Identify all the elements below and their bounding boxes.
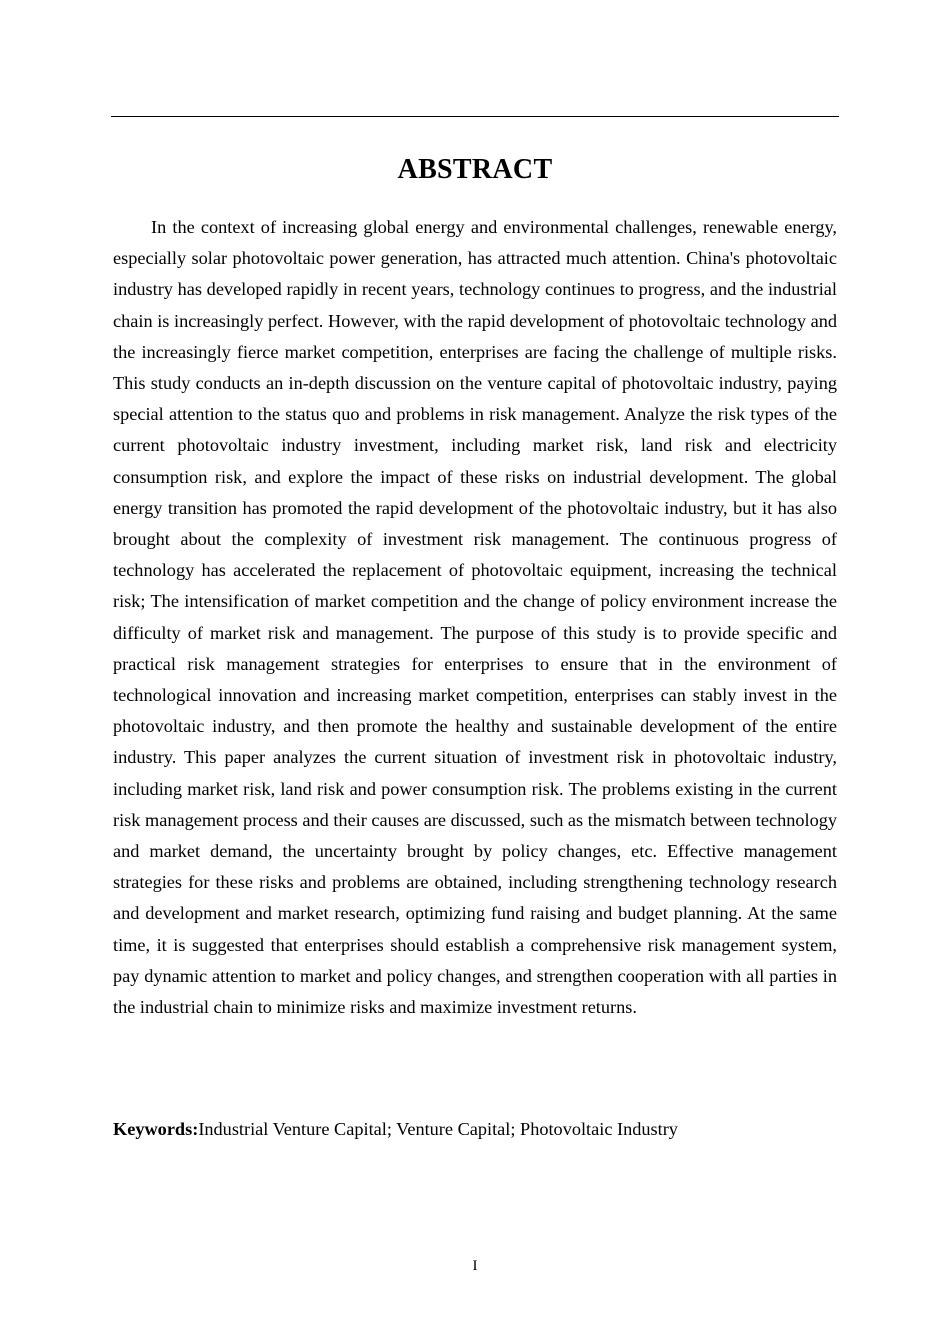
abstract-title: ABSTRACT (397, 154, 553, 185)
page-number: I (472, 1258, 478, 1274)
header-rule (111, 116, 839, 117)
keywords-line (113, 1114, 837, 1145)
abstract-body: In the context of increasing global energy and environmental challenges, renewable energy, especially solar photovoltaic power generation, has attracted much attention. China's photovoltaic industry has developed rapidly in recent years, technology continues to progress, and the industrial chain is increasingly perfect. However, with the rapid development of photovoltaic technology and the increasingly fierce market competition, enterprises are facing the challenge of multiple risks. This study conducts an in-depth discussion on the venture capital of photovoltaic industry, paying special attention to the status quo and problems in risk management. Analyze the risk types of the current photovoltaic industry investment, including market risk, land risk and electricity consumption risk, and explore the impact of these risks on industrial development. The global energy transition has promoted the rapid development of the photovoltaic industry, but it has also brought about the complexity of investment risk management. The continuous progress of technology has accelerated the replacement of photovoltaic equipment, increasing the technical risk; The intensification of market competition and the change of policy environment increase the difficulty of market risk and management. The purpose of this study is to provide specific and practical risk management strategies for enterprises to ensure that in the environment of technological innovation and increasing market competition, enterprises can stably invest in the photovoltaic industry, and then promote the healthy and sustainable development of the entire industry. This paper analyzes the current situation of investment risk in photovoltaic industry, including market risk, land risk and power consumption risk. The problems existing in the current risk management process and their causes are discussed, such as the mismatch between technology and market demand, the uncertainty brought by policy changes, etc. Effective management strategies for these risks and problems are obtained, including strengthening technology research and development and market research, optimizing fund raising and budget planning. At the same time, it is suggested that enterprises should establish a comprehensive risk management system, pay dynamic attention to market and policy changes, and strengthen cooperation with all parties in the industrial chain to minimize risks and maximize investment returns. (113, 217, 837, 1018)
keywords-text: Industrial Venture Capital; Venture Capital; Photovoltaic Industry (198, 1119, 678, 1139)
keywords-label: Keywords: (113, 1119, 199, 1139)
